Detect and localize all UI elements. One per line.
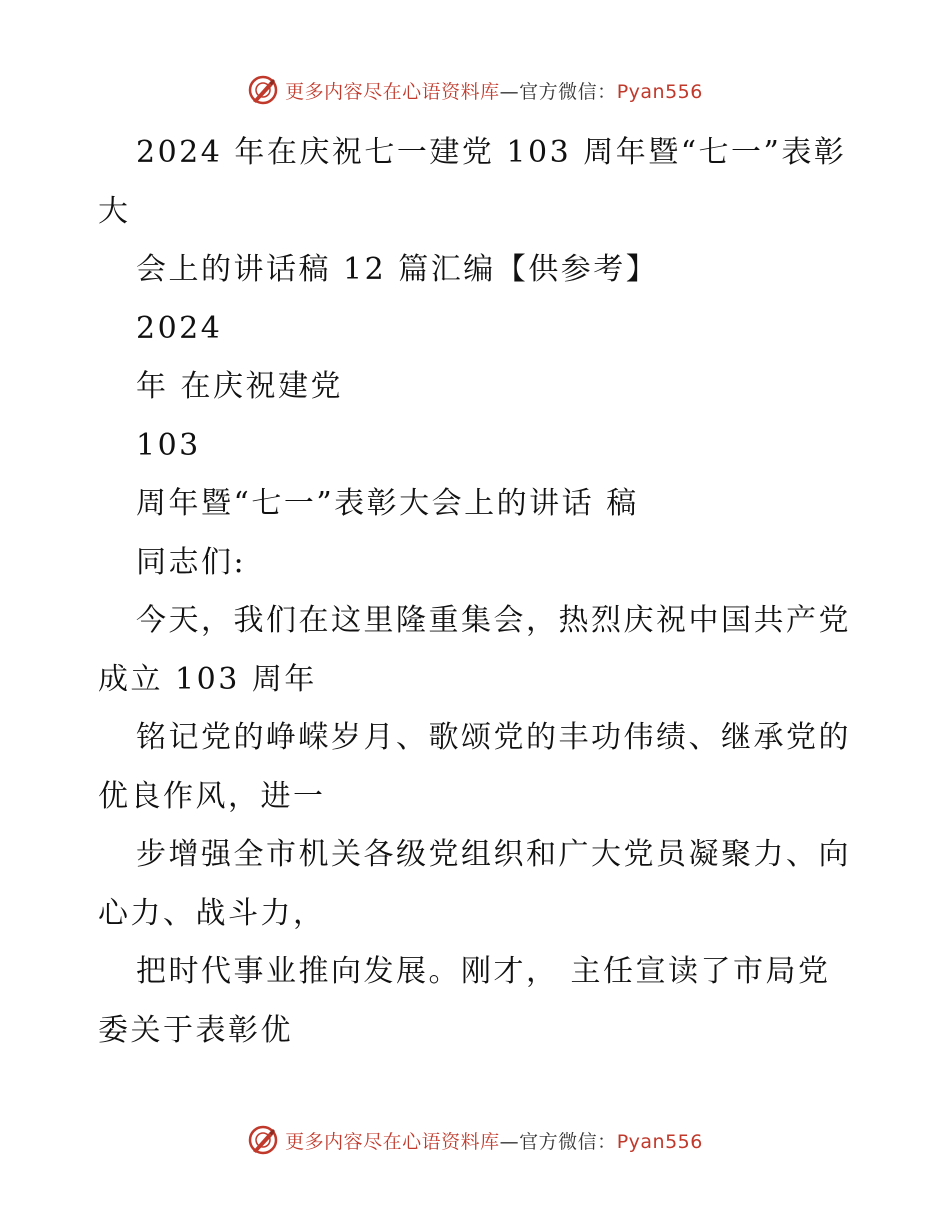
paragraph-8: 今天，我们在这里隆重集会，热烈庆祝中国共产党成立 103 周年 <box>98 603 851 697</box>
paragraph-7: 同志们: <box>136 544 247 580</box>
document-body <box>98 124 858 1060</box>
header-watermark <box>0 70 950 110</box>
paragraph-3: 2024 <box>136 310 223 346</box>
watermark-label: 官方微信： <box>519 1130 617 1153</box>
paragraph-11: 把时代事业推向发展。刚才， 主任宣读了市局党委关于表彰优 <box>98 954 831 1048</box>
paragraph-2: 会上的讲话稿 12 篇汇编【供参考】 <box>136 252 659 287</box>
watermark-separator: — <box>499 1130 520 1153</box>
watermark-brand: 更多内容尽在心语资料库 <box>285 80 500 103</box>
watermark-label: 官方微信： <box>519 80 617 103</box>
pen-logo-icon <box>247 74 279 106</box>
watermark-separator: — <box>499 80 520 103</box>
paragraph-10: 步增强全市机关各级党组织和广大党员凝聚力、向心力、战斗力， <box>98 837 851 931</box>
watermark-brand: 更多内容尽在心语资料库 <box>285 1130 500 1153</box>
watermark-id: Pyan556 <box>616 80 703 103</box>
paragraph-6: 周年暨“七一”表彰大会上的讲话 稿 <box>136 486 639 521</box>
watermark-id: Pyan556 <box>616 1130 703 1153</box>
footer-watermark <box>0 1120 950 1160</box>
paragraph-4: 年 在庆祝建党 <box>136 369 344 404</box>
paragraph-1: 2024 年在庆祝七一建党 103 周年暨“七一”表彰大 <box>98 135 847 229</box>
paragraph-9: 铭记党的峥嵘岁月、歌颂党的丰功伟绩、继承党的优良作风，进一 <box>98 720 851 814</box>
paragraph-5: 103 <box>136 427 201 463</box>
watermark-text <box>285 1127 703 1154</box>
pen-logo-icon <box>247 1124 279 1156</box>
watermark-text <box>285 77 703 104</box>
